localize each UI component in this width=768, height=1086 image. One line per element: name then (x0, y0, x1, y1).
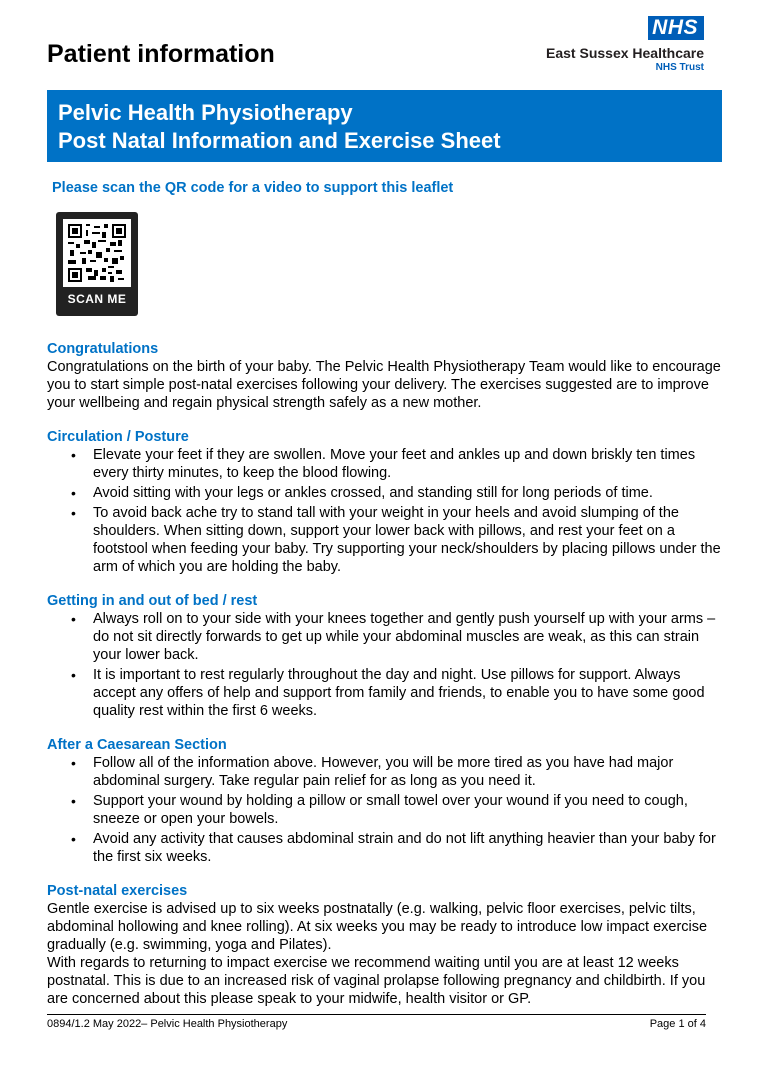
qr-code-image (63, 219, 131, 287)
list-item: • Avoid sitting with your legs or ankles crossed, and standing still for long periods of time. (93, 484, 722, 502)
leaflet-content (47, 340, 722, 1024)
list-item: • Support your wound by holding a pillow or small towel over your wound if you need to cough, sneeze or open your bowels. (93, 792, 722, 828)
page-title: Patient information (47, 40, 275, 68)
page-number: Page 1 of 4 (649, 1018, 706, 1030)
qr-code[interactable] (56, 212, 138, 316)
bullet-list (47, 446, 722, 576)
section-congratulations (47, 340, 722, 412)
section-circulation-posture (47, 428, 722, 576)
list-item: • Always roll on to your side with your knees together and gently push yourself up with your arms – do not sit directly forwards to get up while your abdominal muscles are weak, as this can strain your lower back. (93, 610, 722, 664)
section-caesarean (47, 736, 722, 866)
list-item: • Avoid any activity that causes abdominal strain and do not lift anything heavier than your baby for the first six weeks. (93, 830, 722, 866)
org-trust: NHS Trust (655, 62, 704, 73)
section-bed-rest (47, 592, 722, 720)
section-paragraph: Congratulations on the birth of your baby. The Pelvic Health Physiotherapy Team would like to encourage you to start simple post-natal exercises following your delivery. The exercises suggested are to improve your wellbeing and regain physical strength safely as a new mother. (47, 359, 721, 411)
title-banner (47, 90, 722, 162)
section-heading: After a Caesarean Section (47, 737, 227, 753)
section-heading: Post-natal exercises (47, 883, 188, 899)
section-heading: Congratulations (47, 341, 159, 357)
section-heading: Circulation / Posture (47, 429, 189, 445)
nhs-logo: NHS (648, 16, 704, 40)
banner-title-line2: Post Natal Information and Exercise Sheet (58, 128, 501, 153)
qr-caption: Please scan the QR code for a video to support this leaflet (52, 180, 454, 196)
list-item: • It is important to rest regularly throughout the day and night. Use pillows for support. Always accept any offers of help and support from family and friends, to enable you to have some good quality rest within the first 6 weeks. (93, 666, 722, 720)
section-paragraph: Gentle exercise is advised up to six weeks postnatally (e.g. walking, pelvic floor exercises, pelvic tilts, abdominal hollowing and knee rolling). At six weeks you may be ready to introduce low impact exercise gradually (e.g. swimming, yoga and Pilates). (47, 901, 708, 953)
section-paragraph: With regards to returning to impact exercise we recommend waiting until you are at least 12 weeks postnatal. This is due to an increased risk of vaginal prolapse following pregnancy and childbirth. If you are concerned about this please speak to your midwife, health visitor or GP. (47, 955, 706, 1007)
scan-me-label: SCAN ME (67, 292, 127, 306)
nhs-logo-block (546, 16, 704, 74)
bullet-list (47, 754, 722, 866)
list-item: • To avoid back ache try to stand tall with your weight in your heels and avoid slumping of the shoulders. When sitting down, support your lower back with pillows, and rest your feet on a footstool when feeding your baby. Try supporting your neck/shoulders by placing pillows under the arm of which you are holding the baby. (93, 504, 722, 576)
banner-title-line1: Pelvic Health Physiotherapy (58, 100, 353, 125)
section-heading: Getting in and out of bed / rest (47, 593, 258, 609)
list-item: • Follow all of the information above. However, you will be more tired as you have had major abdominal surgery. Take regular pain relief for as long as you need it. (93, 754, 722, 790)
list-item: • Elevate your feet if they are swollen. Move your feet and ankles up and down briskly ten times every thirty minutes, to keep the blood flowing. (93, 446, 722, 482)
bullet-list (47, 610, 722, 720)
footer-divider (47, 1014, 706, 1015)
qr-pattern-icon (68, 224, 126, 282)
org-name: East Sussex Healthcare (546, 45, 704, 61)
section-post-natal-exercises (47, 882, 722, 1008)
footer-reference: 0894/1.2 May 2022– Pelvic Health Physiotherapy (47, 1018, 288, 1030)
